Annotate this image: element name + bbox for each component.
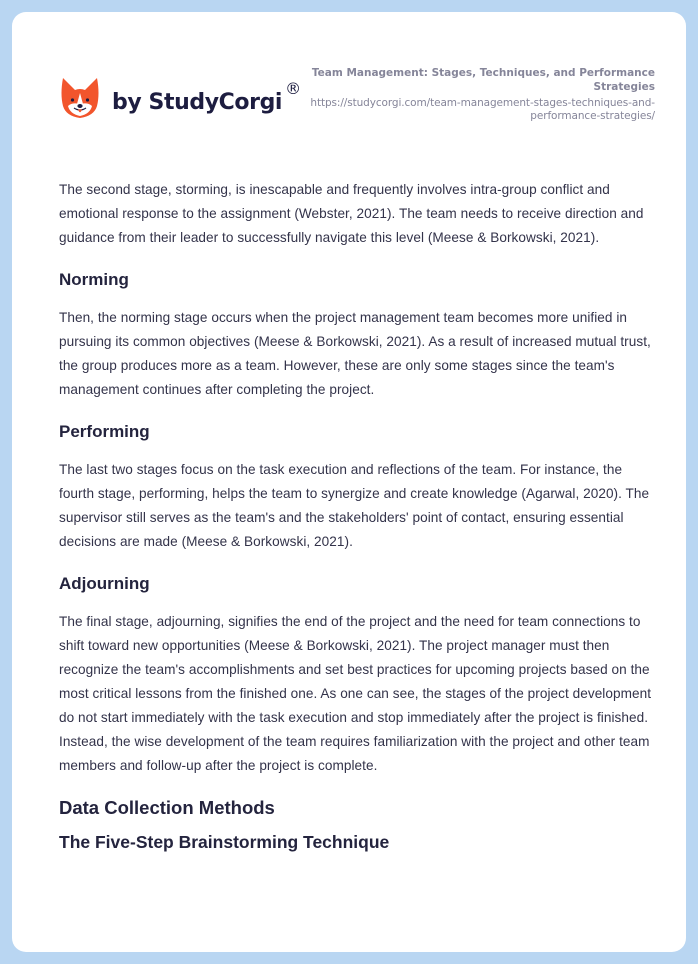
brand-name: by StudyCorgi xyxy=(112,89,283,115)
paragraph-intro: The second stage, storming, is inescapable and frequently involves intra-group conflict and emotional response to the assignment (Webster, 2021). The team needs to receive direction and guidance from their leader to successfully navigate this level (Meese & Borkowski, 2021). xyxy=(59,182,644,245)
heading-five-step-brainstorming: The Five-Step Brainstorming Technique xyxy=(59,832,390,852)
paragraph-adjourning: The final stage, adjourning, signifies the end of the project and the need for team connections to shift toward new opportunities (Meese & Borkowski, 2021). The project manager must then recognize the team's accomplishments and set best practices for upcoming projects based on the most critical lessons from the finished one. As one can see, the stages of the project development do not start immediately with the task execution and stop immediately after the project is finished. Instead, the wise development of the team requires familiarization with the project and other team members and follow-up after the project is complete. xyxy=(59,614,652,773)
paragraph-norming: Then, the norming stage occurs when the project management team becomes more unified in pursuing its common objectives (Meese & Borkowski, 2021). As a result of increased mutual trust, the group produces more as a team. However, these are only some stages since the team's management continues after completing the project. xyxy=(59,310,651,397)
header xyxy=(12,12,686,152)
article-body xyxy=(59,178,659,854)
corgi-logo-icon xyxy=(60,76,100,120)
heading-performing: Performing xyxy=(59,422,150,441)
document-card xyxy=(12,12,686,952)
document-url[interactable]: https://studycorgi.com/team-management-stages-techniques-and-performance-strategies/ xyxy=(310,97,655,122)
studycorgi-logo[interactable] xyxy=(60,76,301,120)
document-meta xyxy=(285,66,655,123)
document-title: Team Management: Stages, Techniques, and Performance Strategies xyxy=(311,67,655,93)
heading-norming: Norming xyxy=(59,270,129,289)
heading-adjourning: Adjourning xyxy=(59,574,150,593)
paragraph-performing: The last two stages focus on the task execution and reflections of the team. For instance, the fourth stage, performing, helps the team to synergize and create knowledge (Agarwal, 2020). The supervisor still serves as the team's and the stakeholders' point of contact, ensuring essential decisions are made (Meese & Borkowski, 2021). xyxy=(59,462,650,549)
registered-mark: ® xyxy=(285,78,302,98)
heading-data-collection-methods: Data Collection Methods xyxy=(59,797,275,818)
